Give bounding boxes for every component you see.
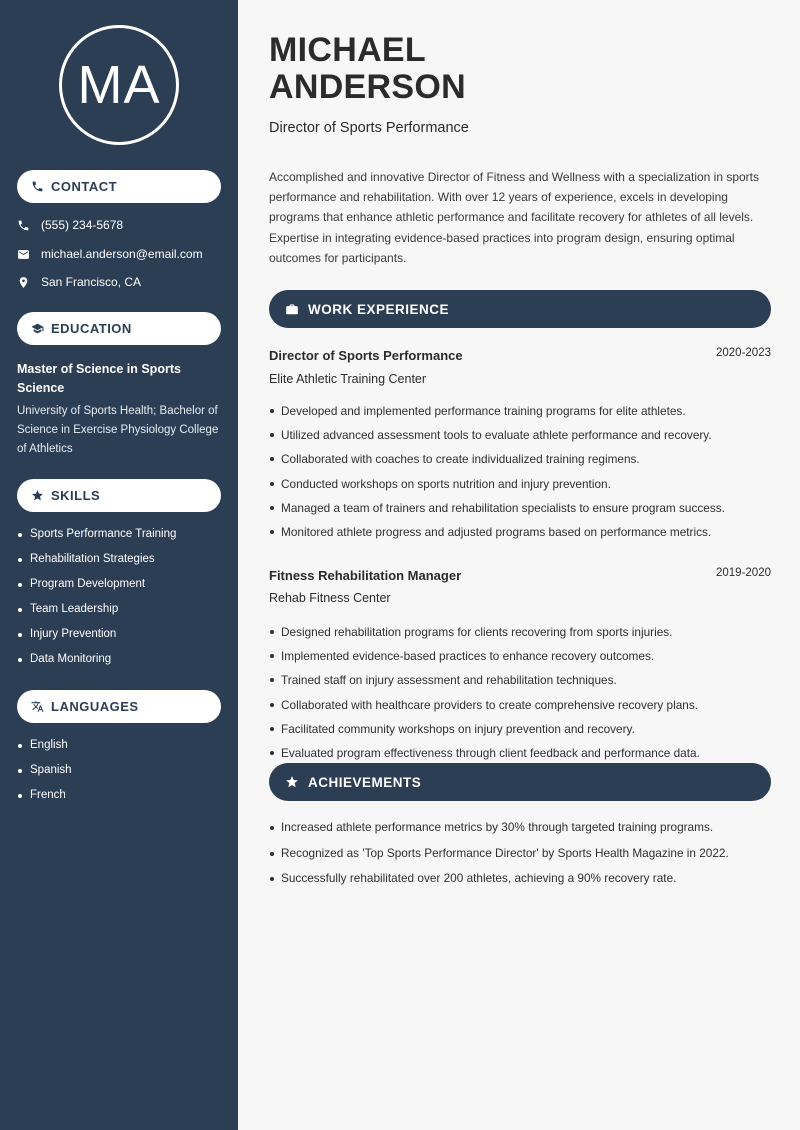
job-2-title: Fitness Rehabilitation Manager — [269, 568, 462, 583]
list-item: Conducted workshops on sports nutrition and injury prevention. — [269, 472, 774, 496]
language-item: English — [17, 733, 72, 758]
contact-location — [17, 275, 141, 289]
skill-item: Program Development — [17, 572, 176, 597]
skills-list — [17, 522, 176, 672]
skill-item: Data Monitoring — [17, 647, 176, 672]
main-content — [238, 0, 800, 1130]
name-line-last: ANDERSON — [269, 68, 466, 106]
language-item: Spanish — [17, 758, 72, 783]
education-school: University of Sports Health; Bachelor of Science in Exercise Physiology College of Athletics — [17, 405, 219, 455]
profile-summary: Accomplished and innovative Director of Fitness and Wellness with a specialization in sports performance and rehabilitation. With over 12 years of experience, excels in developing programs that enhance athletic performance and facilitate recovery for athletes of all levels. Expertise in integrating evidence-based practices into program design, ensuring optimal outcomes for participants. — [269, 170, 760, 265]
achievements-heading-label: ACHIEVEMENTS — [308, 774, 422, 790]
phone-icon — [31, 180, 44, 193]
skills-heading-label: SKILLS — [51, 488, 101, 503]
contact-phone — [17, 218, 123, 232]
languages-list — [17, 733, 72, 808]
list-item: Trained staff on injury assessment and rehabilitation techniques. — [269, 668, 774, 692]
job-1-dates: 2020-2023 — [716, 347, 771, 359]
job-1-title: Director of Sports Performance — [269, 348, 463, 363]
star-icon — [285, 775, 299, 789]
translate-icon — [31, 700, 44, 713]
list-item: Developed and implemented performance training programs for elite athletes. — [269, 399, 774, 423]
contact-location-text: San Francisco, CA — [41, 275, 142, 289]
list-item: Utilized advanced assessment tools to evaluate athlete performance and recovery. — [269, 423, 774, 447]
avatar-initials: MA — [59, 25, 179, 145]
language-item: French — [17, 783, 72, 808]
skill-item: Injury Prevention — [17, 622, 176, 647]
achievements-heading — [269, 763, 771, 801]
location-pin-icon — [17, 276, 30, 289]
education-heading — [17, 312, 221, 345]
job-2-company: Rehab Fitness Center — [269, 591, 391, 605]
work-experience-heading-label: WORK EXPERIENCE — [308, 301, 450, 317]
job-1-bullets — [269, 399, 774, 544]
list-item: Collaborated with coaches to create individualized training regimens. — [269, 447, 774, 471]
languages-heading-label: LANGUAGES — [51, 699, 139, 714]
name-line-first: MICHAEL — [269, 31, 426, 69]
graduation-cap-icon — [31, 322, 44, 335]
phone-icon — [17, 219, 30, 232]
full-name — [269, 32, 466, 106]
mail-icon — [17, 248, 30, 261]
skill-item: Sports Performance Training — [17, 522, 176, 547]
sidebar — [0, 0, 238, 1130]
contact-email[interactable] — [17, 247, 203, 261]
achievements-list — [269, 815, 774, 892]
list-item: Managed a team of trainers and rehabilitation specialists to ensure program success. — [269, 496, 774, 520]
list-item: Monitored athlete progress and adjusted programs based on performance metrics. — [269, 520, 774, 544]
list-item: Facilitated community workshops on injury prevention and recovery. — [269, 717, 774, 741]
job-1-company: Elite Athletic Training Center — [269, 372, 427, 386]
skills-heading — [17, 479, 221, 512]
languages-heading — [17, 690, 221, 723]
skill-item: Team Leadership — [17, 597, 176, 622]
education-degree: Master of Science in Sports Science — [17, 362, 181, 395]
contact-heading-label: CONTACT — [51, 179, 118, 194]
list-item: Collaborated with healthcare providers to create comprehensive recovery plans. — [269, 693, 774, 717]
briefcase-icon — [285, 302, 299, 316]
skill-item: Rehabilitation Strategies — [17, 547, 176, 572]
work-experience-heading — [269, 290, 771, 328]
star-icon — [31, 489, 44, 502]
list-item: Increased athlete performance metrics by 30% through targeted training programs. — [269, 815, 774, 841]
list-item: Designed rehabilitation programs for clients recovering from sports injuries. — [269, 620, 774, 644]
list-item: Recognized as 'Top Sports Performance Director' by Sports Health Magazine in 2022. — [269, 841, 774, 867]
job-2-dates: 2019-2020 — [716, 567, 771, 579]
contact-phone-text: (555) 234-5678 — [41, 218, 124, 232]
contact-email-text[interactable]: michael.anderson@email.com — [41, 247, 203, 261]
job-title-headline: Director of Sports Performance — [269, 120, 469, 136]
list-item: Implemented evidence-based practices to enhance recovery outcomes. — [269, 644, 774, 668]
education-heading-label: EDUCATION — [51, 321, 132, 336]
contact-heading — [17, 170, 221, 203]
list-item: Successfully rehabilitated over 200 athletes, achieving a 90% recovery rate. — [269, 866, 774, 892]
job-2-bullets — [269, 620, 774, 765]
list-item: Evaluated program effectiveness through client feedback and performance data. — [269, 741, 774, 765]
